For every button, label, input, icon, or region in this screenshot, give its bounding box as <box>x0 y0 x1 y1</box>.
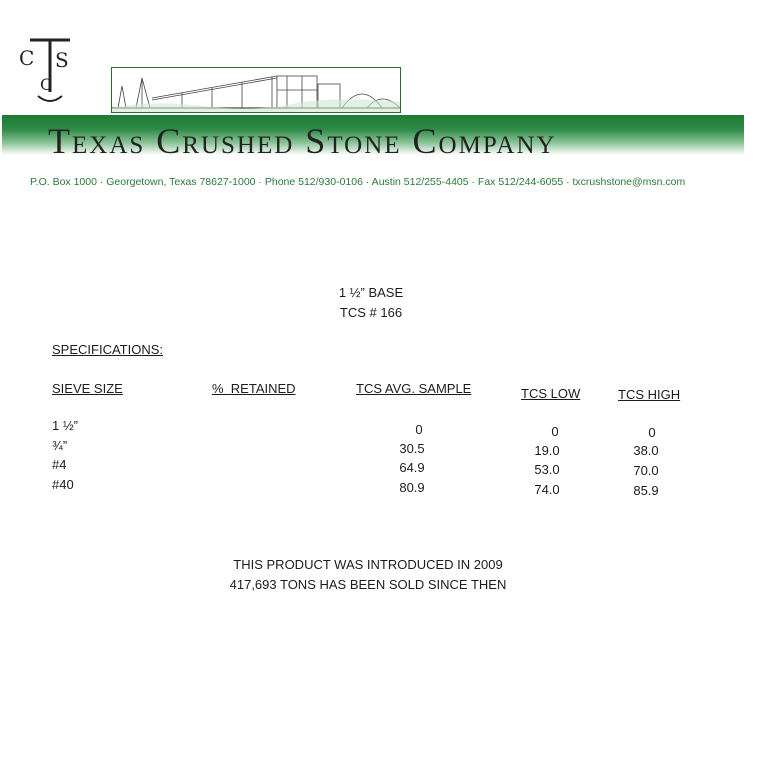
row-avg: 0 <box>415 422 423 437</box>
row-low: 74.0 <box>534 482 560 497</box>
row-high: 85.9 <box>633 483 659 498</box>
column-header-high: TCS HIGH <box>618 387 681 402</box>
row-sieve: #4 <box>52 457 67 472</box>
row-sieve: ¾” <box>52 438 68 453</box>
column-header-retained: % RETAINED <box>212 381 296 396</box>
logo-letter-c-lower: C <box>40 75 53 94</box>
column-header-sieve-size: SIEVE SIZE <box>52 381 123 396</box>
logo-letter-s: S <box>55 48 69 72</box>
specifications-heading: SPECIFICATIONS: <box>52 342 163 357</box>
company-contact-line: P.O. Box 1000 · Georgetown, Texas 78627-1000 · Phone 512/930-0106 · Austin 512/255-4405 · Fax 512/244-6055 · txcrushstone@msn.com <box>30 176 686 188</box>
row-avg: 64.9 <box>399 460 425 475</box>
row-high: 38.0 <box>633 443 659 458</box>
row-avg: 30.5 <box>399 441 425 456</box>
column-header-avg-sample: TCS AVG. SAMPLE <box>356 381 472 396</box>
row-low: 19.0 <box>534 443 560 458</box>
intro-statement: THIS PRODUCT WAS INTRODUCED IN 2009 <box>233 557 503 572</box>
row-sieve: #40 <box>52 477 74 492</box>
row-avg: 80.9 <box>399 480 425 495</box>
tcsc-monogram-icon <box>18 36 74 104</box>
logo-letter-c: C <box>19 46 35 70</box>
product-title: 1 ½” BASE <box>338 285 404 300</box>
row-high: 70.0 <box>633 463 659 478</box>
column-header-low: TCS LOW <box>521 386 581 401</box>
row-sieve: 1 ½” <box>52 418 79 433</box>
row-low: 0 <box>551 424 559 439</box>
product-code: TCS # 166 <box>339 305 403 320</box>
sales-statement: 417,693 TONS HAS BEEN SOLD SINCE THEN <box>229 577 507 592</box>
row-low: 53.0 <box>534 462 560 477</box>
company-logo <box>18 36 74 104</box>
quarry-plant-icon <box>112 68 401 113</box>
row-high: 0 <box>648 425 656 440</box>
quarry-plant-illustration <box>111 67 401 113</box>
company-name: Texas Crushed Stone Company <box>48 121 557 161</box>
